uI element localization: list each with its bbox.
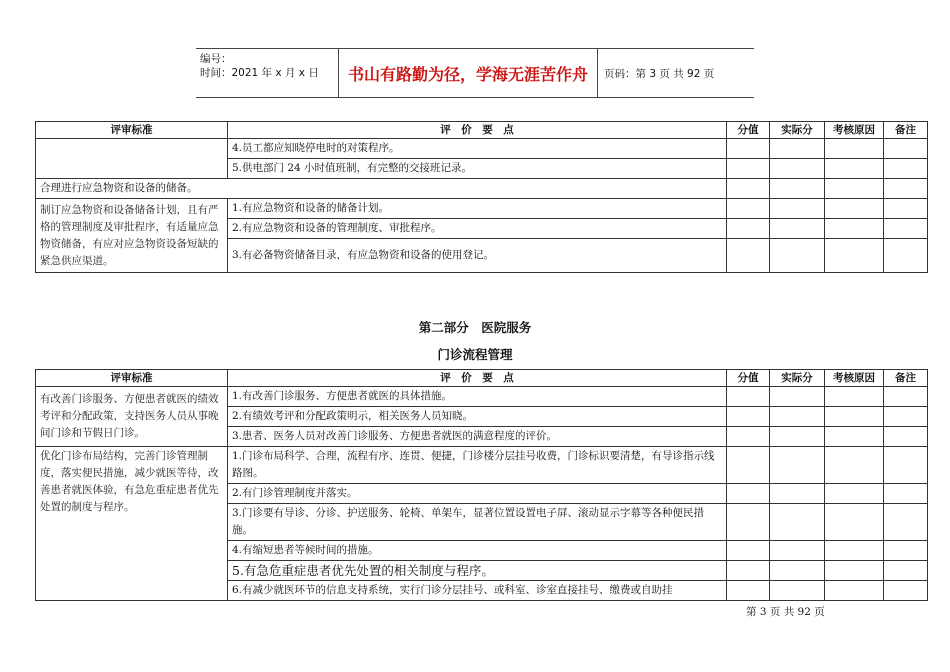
col-actual: 实际分 (770, 370, 825, 387)
note-cell[interactable] (884, 219, 928, 239)
point-cell: 3.患者、医务人员对改善门诊服务、方便患者就医的满意程度的评价。 (228, 427, 727, 447)
col-points: 评 价 要 点 (228, 370, 727, 387)
note-cell[interactable] (884, 447, 928, 484)
standard-cell: 优化门诊布局结构，完善门诊管理制度，落实便民措施，减少就医等待，改善患者就医体验，有急危重症患者优先处置的制度与程序。 (36, 447, 228, 601)
table-row (36, 139, 928, 159)
header-motto: 书山有路勤为径，学海无涯苦作舟 (338, 49, 598, 97)
point-cell: 5.供电部门 24 小时值班制，有完整的交接班记录。 (228, 159, 727, 179)
score-cell[interactable] (727, 199, 770, 219)
reason-cell[interactable] (825, 541, 884, 561)
reason-cell[interactable] (825, 139, 884, 159)
col-reason: 考核原因 (825, 370, 884, 387)
point-cell: 4.有缩短患者等候时间的措施。 (228, 541, 727, 561)
time-label: 时间：2021 年 x 月 x 日 (200, 67, 319, 79)
actual-cell[interactable] (770, 159, 825, 179)
score-cell[interactable] (727, 504, 770, 541)
score-cell[interactable] (727, 581, 770, 601)
point-cell: 2.有门诊管理制度并落实。 (228, 484, 727, 504)
reason-cell[interactable] (825, 484, 884, 504)
score-cell[interactable] (727, 447, 770, 484)
reason-cell[interactable] (825, 581, 884, 601)
reason-cell[interactable] (825, 561, 884, 581)
reason-cell[interactable] (825, 219, 884, 239)
note-cell[interactable] (884, 427, 928, 447)
note-cell[interactable] (884, 139, 928, 159)
reason-cell[interactable] (825, 179, 884, 199)
reason-cell[interactable] (825, 199, 884, 219)
actual-cell[interactable] (770, 179, 825, 199)
score-cell[interactable] (727, 484, 770, 504)
evaluation-table-2 (35, 369, 928, 601)
part-title: 第二部分 医院服务 (418, 320, 532, 335)
point-cell: 5.有急危重症患者优先处置的相关制度与程序。 (228, 561, 727, 581)
table-row (36, 387, 928, 407)
col-note: 备注 (884, 122, 928, 139)
col-standard: 评审标准 (36, 122, 228, 139)
header-page-code: 页码：第 3 页 共 92 页 (604, 67, 715, 80)
reason-cell[interactable] (825, 504, 884, 541)
col-actual: 实际分 (770, 122, 825, 139)
point-cell: 2.有绩效考评和分配政策明示，相关医务人员知晓。 (228, 407, 727, 427)
score-cell[interactable] (727, 541, 770, 561)
score-cell[interactable] (727, 387, 770, 407)
evaluation-table-1 (35, 121, 928, 273)
actual-cell[interactable] (770, 427, 825, 447)
score-cell[interactable] (727, 159, 770, 179)
point-cell: 2.有应急物资和设备的管理制度、审批程序。 (228, 219, 727, 239)
note-cell[interactable] (884, 541, 928, 561)
score-cell[interactable] (727, 427, 770, 447)
table-row (36, 179, 928, 199)
page-footer: 第 3 页 共 92 页 (746, 606, 825, 618)
standard-cell: 制订应急物资和设备储备计划，且有严格的管理制度及审批程序，有适量应急物资储备，有应对应急物资设备短缺的紧急供应渠道。 (36, 199, 228, 273)
point-cell: 3.门诊要有导诊、分诊、护送服务、轮椅、单架车，显著位置设置电子屏、滚动显示字幕等各种便民措施。 (228, 504, 727, 541)
col-reason: 考核原因 (825, 122, 884, 139)
header-meta (196, 49, 338, 97)
point-cell: 6.有减少就医环节的信息支持系统，实行门诊分层挂号、或科室、诊室直接挂号、缴费或自助挂 (228, 581, 727, 601)
note-cell[interactable] (884, 159, 928, 179)
point-cell: 1.门诊布局科学、合理，流程有序、连贯、便捷，门诊楼分层挂号收费，门诊标识要清楚，有导诊指示线路图。 (228, 447, 727, 484)
score-cell[interactable] (727, 561, 770, 581)
standard-cell: 合理进行应急物资和设备的储备。 (36, 179, 727, 199)
note-cell[interactable] (884, 581, 928, 601)
score-cell[interactable] (727, 179, 770, 199)
reason-cell[interactable] (825, 407, 884, 427)
col-standard: 评审标准 (36, 370, 228, 387)
table-header-row (36, 122, 928, 139)
reason-cell[interactable] (825, 159, 884, 179)
actual-cell[interactable] (770, 561, 825, 581)
actual-cell[interactable] (770, 484, 825, 504)
actual-cell[interactable] (770, 407, 825, 427)
note-cell[interactable] (884, 484, 928, 504)
number-label: 编号： (200, 53, 232, 65)
reason-cell[interactable] (825, 427, 884, 447)
point-cell: 3.有必备物资储备目录，有应急物资和设备的使用登记。 (228, 239, 727, 273)
page-header (196, 48, 754, 98)
note-cell[interactable] (884, 179, 928, 199)
actual-cell[interactable] (770, 199, 825, 219)
score-cell[interactable] (727, 407, 770, 427)
note-cell[interactable] (884, 387, 928, 407)
col-score: 分值 (727, 370, 770, 387)
note-cell[interactable] (884, 561, 928, 581)
reason-cell[interactable] (825, 447, 884, 484)
table-header-row (36, 370, 928, 387)
point-cell: 4.员工都应知晓停电时的对策程序。 (228, 139, 727, 159)
actual-cell[interactable] (770, 581, 825, 601)
actual-cell[interactable] (770, 541, 825, 561)
point-cell: 1.有改善门诊服务、方便患者就医的具体措施。 (228, 387, 727, 407)
actual-cell[interactable] (770, 504, 825, 541)
note-cell[interactable] (884, 199, 928, 219)
actual-cell[interactable] (770, 239, 825, 273)
table-row (36, 199, 928, 219)
section-title: 门诊流程管理 (437, 347, 513, 362)
reason-cell[interactable] (825, 387, 884, 407)
reason-cell[interactable] (825, 239, 884, 273)
score-cell[interactable] (727, 239, 770, 273)
actual-cell[interactable] (770, 387, 825, 407)
score-cell[interactable] (727, 139, 770, 159)
standard-cell (36, 139, 228, 179)
col-note: 备注 (884, 370, 928, 387)
standard-cell: 有改善门诊服务、方便患者就医的绩效考评和分配政策，支持医务人员从事晚间门诊和节假日门诊。 (36, 387, 228, 447)
col-points: 评 价 要 点 (228, 122, 727, 139)
actual-cell[interactable] (770, 139, 825, 159)
note-cell[interactable] (884, 504, 928, 541)
score-cell[interactable] (727, 219, 770, 239)
col-score: 分值 (727, 122, 770, 139)
table-row (36, 447, 928, 484)
actual-cell[interactable] (770, 219, 825, 239)
note-cell[interactable] (884, 407, 928, 427)
point-cell: 1.有应急物资和设备的储备计划。 (228, 199, 727, 219)
actual-cell[interactable] (770, 447, 825, 484)
note-cell[interactable] (884, 239, 928, 273)
